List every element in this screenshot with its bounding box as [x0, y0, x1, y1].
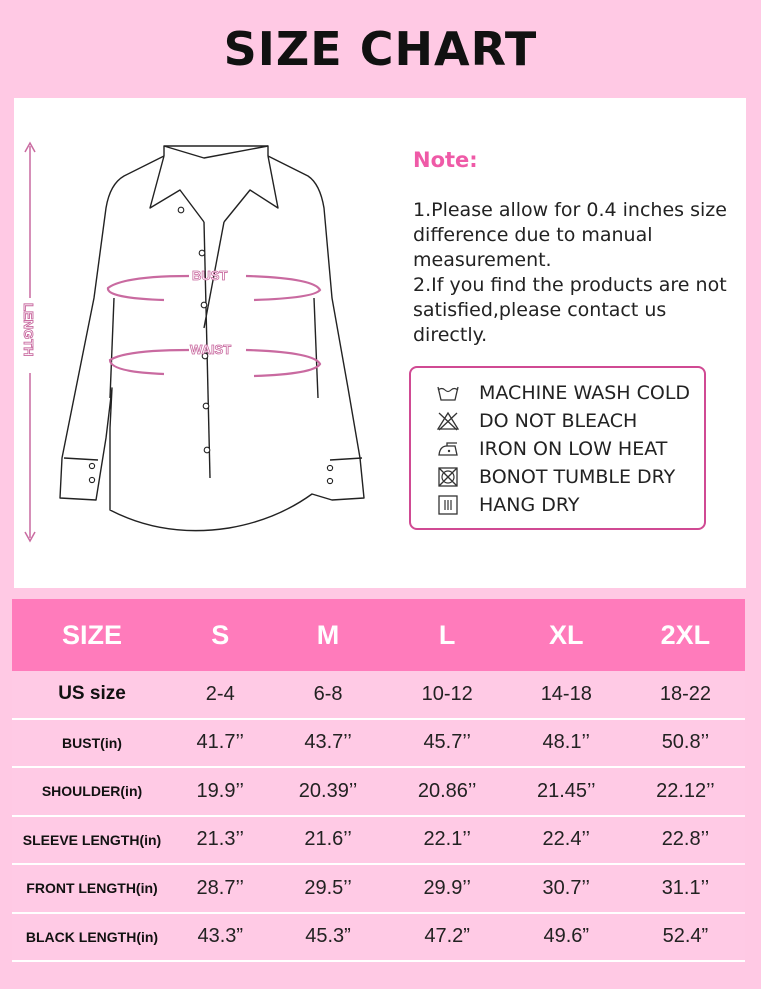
- table-cell: 18-22: [626, 671, 745, 720]
- table-row: [12, 817, 745, 866]
- care-label-bleach: DO NOT BLEACH: [479, 409, 638, 432]
- table-cell: 21.45’’: [507, 768, 626, 817]
- note-heading: Note:: [413, 148, 478, 172]
- table-cell: 19.9’’: [172, 768, 269, 817]
- table-cell: 20.39’’: [269, 768, 388, 817]
- info-panel: [14, 98, 746, 588]
- table-cell: 30.7’’: [507, 865, 626, 914]
- length-label: LENGTH: [21, 303, 36, 357]
- note-line-2: 2.If you find the products are not satisfied,please contact us directly.: [413, 274, 727, 346]
- table-cell: 48.1’’: [507, 720, 626, 769]
- header-size: SIZE: [12, 599, 172, 671]
- row-label: SHOULDER(in): [12, 768, 172, 817]
- table-cell: 10-12: [388, 671, 507, 720]
- care-instructions-box: [409, 366, 706, 530]
- measure-rings: [108, 276, 320, 376]
- header-m: M: [269, 599, 388, 671]
- care-label-hang: HANG DRY: [479, 493, 580, 516]
- care-label-tumble: BONOT TUMBLE DRY: [479, 465, 676, 488]
- table-cell: 47.2”: [388, 914, 507, 963]
- table-cell: 50.8’’: [626, 720, 745, 769]
- bust-label: BUST: [192, 268, 228, 283]
- table-row: [12, 914, 745, 963]
- row-label: BLACK LENGTH(in): [12, 914, 172, 963]
- table-cell: 22.8’’: [626, 817, 745, 866]
- table-cell: 29.5’’: [269, 865, 388, 914]
- care-label-iron: IRON ON LOW HEAT: [479, 437, 668, 460]
- care-item-iron: [435, 435, 705, 462]
- table-cell: 41.7’’: [172, 720, 269, 769]
- row-label: FRONT LENGTH(in): [12, 865, 172, 914]
- header-2xl: 2XL: [626, 599, 745, 671]
- iron-icon: [435, 438, 461, 460]
- note-line-1: 1.Please allow for 0.4 inches size difference due to manual measurement.: [413, 199, 727, 271]
- table-cell: 21.6’’: [269, 817, 388, 866]
- header-l: L: [388, 599, 507, 671]
- table-cell: 21.3’’: [172, 817, 269, 866]
- care-item-bleach: [435, 407, 705, 434]
- table-cell: 31.1’’: [626, 865, 745, 914]
- header-xl: XL: [507, 599, 626, 671]
- table-cell: 22.4’’: [507, 817, 626, 866]
- table-cell: 22.12’’: [626, 768, 745, 817]
- row-label: SLEEVE LENGTH(in): [12, 817, 172, 866]
- table-row: [12, 671, 745, 720]
- table-cell: 6-8: [269, 671, 388, 720]
- hang-dry-icon: [435, 494, 461, 516]
- table-cell: 45.3”: [269, 914, 388, 963]
- shirt-outline: [60, 146, 364, 531]
- care-label-wash: MACHINE WASH COLD: [479, 381, 691, 404]
- page-title: SIZE CHART: [223, 22, 538, 76]
- wash-basin-icon: [435, 382, 461, 404]
- table-cell: 2-4: [172, 671, 269, 720]
- table-cell: 45.7’’: [388, 720, 507, 769]
- table-row: [12, 768, 745, 817]
- waist-label: WAIST: [190, 342, 232, 357]
- table-cell: 20.86’’: [388, 768, 507, 817]
- size-table: [12, 599, 745, 962]
- note-text: [413, 198, 733, 348]
- table-cell: 43.7’’: [269, 720, 388, 769]
- no-bleach-icon: [435, 410, 461, 432]
- care-item-hang: [435, 491, 705, 518]
- table-row: [12, 720, 745, 769]
- header-s: S: [172, 599, 269, 671]
- table-cell: 43.3”: [172, 914, 269, 963]
- table-cell: 22.1’’: [388, 817, 507, 866]
- row-label: US size: [12, 671, 172, 720]
- table-cell: 29.9’’: [388, 865, 507, 914]
- row-label: BUST(in): [12, 720, 172, 769]
- care-item-wash: [435, 379, 705, 406]
- table-cell: 49.6”: [507, 914, 626, 963]
- table-cell: 28.7’’: [172, 865, 269, 914]
- no-tumble-dry-icon: [435, 466, 461, 488]
- table-cell: 52.4”: [626, 914, 745, 963]
- shirt-diagram: [14, 98, 414, 588]
- table-row: [12, 865, 745, 914]
- size-header-row: [12, 599, 745, 671]
- table-cell: 14-18: [507, 671, 626, 720]
- care-item-tumble: [435, 463, 705, 490]
